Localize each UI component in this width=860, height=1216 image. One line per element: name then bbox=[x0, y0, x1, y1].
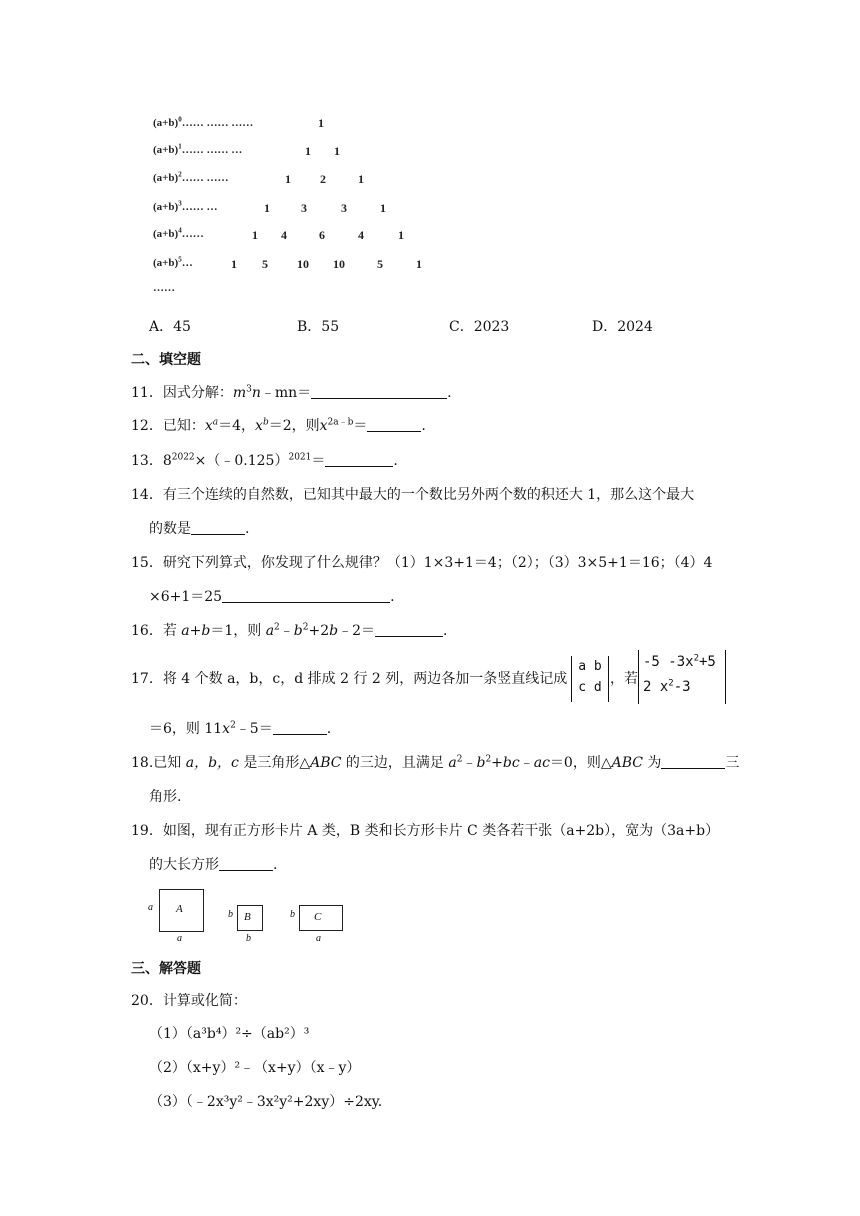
triangle-row-3: $(a+b)^3\dots\dots$ … bbox=[153, 199, 218, 213]
answer-blank bbox=[311, 384, 447, 399]
question-16: 16．若 a+b＝1，则 $a^2﹣b^2+2b﹣2=$ . bbox=[131, 622, 448, 639]
coef: 6 bbox=[319, 228, 325, 242]
question-15-line2: ×6+1＝25 . bbox=[149, 589, 395, 605]
question-19: 19．如图，现有正方形卡片 A 类，B 类和长方形卡片 C 类各若干张（a+2b），宽为（3a+b） bbox=[131, 823, 720, 839]
question-17-line2: ＝6，则 $11x^2﹣5=$ . bbox=[149, 720, 332, 737]
option-d: D．2024 bbox=[592, 319, 653, 335]
answer-blank bbox=[367, 417, 421, 432]
card-b-bottom-label: b bbox=[246, 933, 251, 944]
question-15: 15．研究下列算式，你发现了什么规律？（1）1×3+1＝4；（2）；（3）3×5+1＝16；（4）4 bbox=[131, 555, 713, 571]
option-b: B．55 bbox=[297, 319, 340, 335]
coef: 2 bbox=[320, 172, 326, 186]
question-20-part1: （1）（a³b⁴）²÷（ab²）³ bbox=[149, 1026, 310, 1042]
card-c-side-label: b bbox=[290, 909, 295, 920]
card-c-bottom-label: a bbox=[316, 933, 321, 944]
coef: 1 bbox=[264, 201, 270, 215]
question-18-line2: 角形. bbox=[149, 789, 182, 805]
coef: 1 bbox=[252, 228, 258, 242]
triangle-row-2: $(a+b)^2\dots\dots$ …… bbox=[153, 170, 229, 184]
card-a-bottom-label: a bbox=[177, 933, 182, 944]
card-a-side-label: a bbox=[148, 902, 153, 913]
answer-blank bbox=[219, 856, 273, 871]
card-a-label: A bbox=[176, 903, 183, 915]
question-13: 13．$8^{2022}\times(﹣0.125)^{2021}=$ . bbox=[131, 452, 398, 469]
triangle-ellipsis: …… bbox=[153, 282, 175, 294]
question-20-part2: （2）（x+y）²﹣（x+y）（x﹣y） bbox=[149, 1060, 361, 1076]
q17-ruo: ，若 bbox=[610, 671, 638, 687]
determinant-expression: -5 $-3x^2+5$ 2 $x^2-3$ bbox=[638, 650, 726, 704]
coef: 1 bbox=[231, 257, 237, 271]
coef: 1 bbox=[318, 116, 324, 130]
coef: 1 bbox=[398, 228, 404, 242]
question-20: 20．计算或化简： bbox=[131, 993, 247, 1009]
answer-blank bbox=[661, 754, 725, 769]
answer-blank bbox=[222, 588, 390, 603]
coef: 3 bbox=[301, 201, 307, 215]
coef: 1 bbox=[305, 144, 311, 158]
coef: 10 bbox=[297, 257, 309, 271]
option-a: A．45 bbox=[149, 319, 191, 335]
answer-blank bbox=[273, 720, 327, 735]
coef: 1 bbox=[358, 172, 364, 186]
option-c: C．2023 bbox=[449, 319, 510, 335]
card-c-label: C bbox=[314, 911, 322, 923]
triangle-row-1: $(a+b)^1\dots\dots$ …… … bbox=[153, 142, 243, 156]
coef: 4 bbox=[281, 228, 287, 242]
card-b-label: B bbox=[244, 911, 251, 923]
question-19-line2: 的大长方形 . bbox=[149, 857, 278, 873]
question-17: 17．将 4 个数 a，b，c，d 排成 2 行 2 列，两边各加一条竖直线记成 bbox=[131, 671, 568, 687]
question-18: 18.已知 a，b，c 是三角形△ABC 的三边，且满足 $a^2﹣b^2+bc﹣ac=0$，则△ABC 为 三 bbox=[131, 754, 740, 771]
triangle-row-5: $(a+b)^5\dots$ bbox=[153, 255, 193, 269]
answer-blank bbox=[191, 520, 245, 535]
coef: 5 bbox=[377, 257, 383, 271]
coef: 3 bbox=[341, 201, 347, 215]
answer-blank bbox=[325, 452, 393, 467]
triangle-row-4: $(a+b)^4\dots\dots$ bbox=[153, 226, 204, 240]
coef: 1 bbox=[334, 144, 340, 158]
question-14: 14．有三个连续的自然数，已知其中最大的一个数比另外两个数的积还大 1，那么这个最大 bbox=[131, 487, 695, 503]
coef: 4 bbox=[358, 228, 364, 242]
coef: 5 bbox=[262, 257, 268, 271]
coef: 1 bbox=[285, 172, 291, 186]
question-14-line2: 的数是 . bbox=[149, 521, 250, 537]
coef: 10 bbox=[333, 257, 345, 271]
question-11: 11．因式分解：$m^3n﹣mn=$ . bbox=[131, 384, 452, 401]
coef: 1 bbox=[380, 201, 386, 215]
card-b-side-label: b bbox=[228, 909, 233, 920]
determinant-abcd: a b c d bbox=[571, 656, 609, 702]
coef: 1 bbox=[416, 257, 422, 271]
answer-blank bbox=[375, 622, 443, 637]
section-fill-in-title: 二、填空题 bbox=[131, 352, 201, 368]
triangle-row-0: $(a+b)^0\dots\dots$ …… …… bbox=[153, 115, 254, 129]
question-12: 12．已知：$x^a=4$，$x^b=2$，则$x^{2a﹣b}=$ . bbox=[131, 417, 426, 434]
question-20-part3: （3）（﹣2x³y²﹣3x²y²+2xy）÷2xy. bbox=[149, 1094, 383, 1110]
section-solve-title: 三、解答题 bbox=[131, 961, 201, 977]
